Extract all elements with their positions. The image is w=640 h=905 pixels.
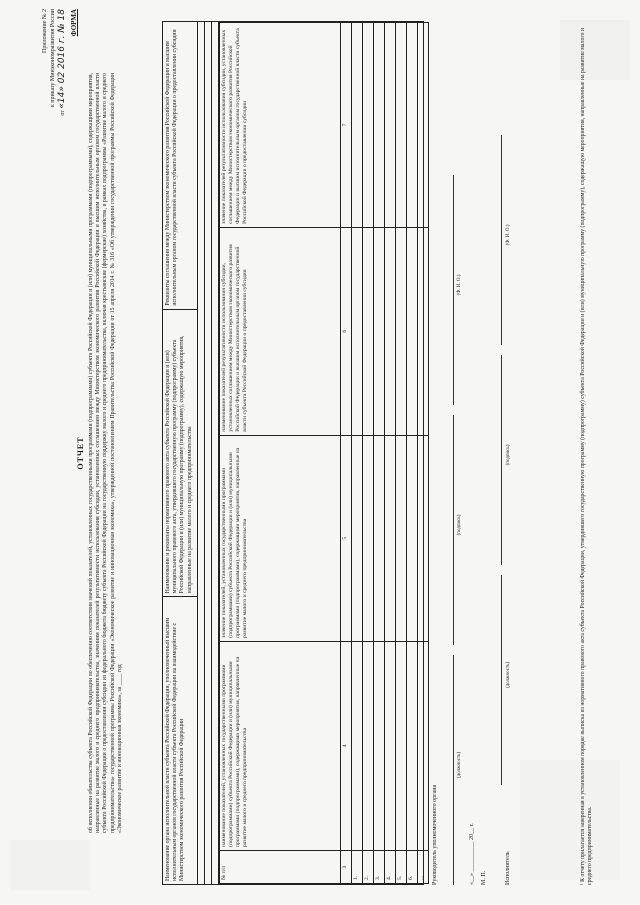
- executor-name-caption: (Ф. И. О.): [505, 224, 511, 245]
- rotated-document: [40, 3, 600, 903]
- report-table-area: [162, 21, 424, 885]
- handwritten-date: «14» 02 2016 г. № 18: [57, 8, 67, 109]
- table-row: [385, 22, 396, 883]
- row-number: 4.: [385, 850, 396, 883]
- row-number: ...: [418, 850, 429, 883]
- table-row: [352, 22, 363, 883]
- signature-caption: (подпись): [457, 514, 462, 535]
- row-number: 5.: [396, 850, 407, 883]
- table-row: [374, 22, 385, 883]
- executor-label: Исполнитель: [504, 850, 511, 885]
- col-header-subsidy-value: значение показателей результативности использования субсидии, установленных соглашением между Министерством экономического развития Российской Федерации и высшим исполнительным органом государственной власти субъекта Российской Федерации о предоставлении субсидии: [220, 22, 341, 227]
- top-col-2: Наименование и реквизиты нормативного правового акта субъекта Российской Федерации и (или) муниципального правового акта, утвердившего государственную программу (подпрограмму) субъекта Российской Федерации и (или) муниципальную программу (подпрограмму), содержащую мероприятия, направленные на развитие малого и среднего предпринимательства: [163, 308, 197, 596]
- head-label: Руководитель уполномоченного органа: [432, 784, 438, 885]
- col-header-program-value: значение показателей, установленных государственными программами (подпрограммами) субъекта Российской Федерации и (или) муниципальными программами (подпрограммами), содержащими мероприятия, направленные на развитие малого и среднего предпринимательства: [220, 435, 341, 641]
- position-caption: (должность): [457, 751, 462, 778]
- col-header-subsidy-indicator: наименование показателей результативности использования субсидии, установленных соглашением между Министерством экономического развития Российской Федерации и высшим исполнительным органом государственной власти субъекта Российской Федерации о предоставлении субсидии: [220, 227, 341, 435]
- top-table: [163, 22, 198, 884]
- footnote: ¹ К отчету прилагается заверенная в установленном порядке выписка из нормативного правового акта субъекта Российской Федерации, утвердившего государственную программу (подпрограмму) субъекта Российской Федерации и (или) муниципальную программу (подпрограмму), содержащую мероприятия, направленные на развитие малого и среднего предпринимательства.: [579, 27, 593, 885]
- table-row: [396, 22, 407, 883]
- executor-line: [498, 21, 512, 885]
- signature-block: [432, 21, 512, 885]
- top-col-3: Реквизиты соглашения между Министерством экономического развития Российской Федерации и высшим исполнительным органом государственной власти субъекта Российской Федерации о предоставлении субсидии: [165, 28, 179, 306]
- report-subtitle: об исполнении обязательства субъекта Российской Федерации по обеспечению соответствия значений показателей, установленных государственными программами (подпрограммами) субъекта Российской Федерации и (или) муниципальными программами (подпрограммами), содержащими мероприятия, направленные на развитие малого и среднего предпринимательства, значениям показателей результативности использования субсидии, установленных соглашением между Министерством экономического развития Российской Федерации и высшим исполнительным органом государственной власти субъекта Российской Федерации о предоставлении субсидии из федерального бюджета бюджету субъекта Российской Федерации на государственную поддержку малого и среднего предпринимательства, включая крестьянские (фермерские) хозяйства, в рамках подпрограммы «Развитие малого и среднего предпринимательства» государственной программы Российской Федерации «Экономическое развитие и инновационная экономика», утвержденной постановлением Правительства Российской Федерации от 15 апреля 2014 г. № 316 «Об утверждении государственной программы Российской Федерации «Экономическое развитие и инновационная экономика», за ____ год: [88, 72, 123, 833]
- date-prefix: от: [60, 109, 66, 116]
- main-table: [219, 22, 429, 884]
- top-col-1: Наименование органа исполнительной власти субъекта Российской Федерации, уполномоченный высшим исполнительным органом государственной власти субъекта Российской Федерации на взаимодействие с Министерством экономического развития Российской Федерации: [163, 596, 197, 884]
- executor-signature-caption: (подпись): [505, 444, 511, 465]
- row-number: 6.: [407, 850, 418, 883]
- row-number: 2.: [363, 850, 374, 883]
- col-header-program-indicator: наименование показателей, установленных государственными программами (подпрограммами) субъекта Российской Федерации и (или) муниципальными программами (подпрограммами), содержащими мероприятия, направленные на развитие малого и среднего предпринимательства: [220, 641, 341, 850]
- appendix-label: Приложение № 2: [42, 8, 48, 53]
- col-header-num: № п/п: [220, 850, 341, 883]
- column-numbers-row: [341, 22, 352, 883]
- row-number: 1.: [352, 850, 363, 883]
- report-title: ОТЧЕТ: [76, 435, 85, 470]
- col-number: 5: [341, 435, 352, 641]
- head-signature-line: [450, 21, 464, 885]
- order-label: к приказу Минэкономразвития России: [49, 8, 56, 107]
- form-label: ФОРМА: [70, 8, 79, 36]
- col-number: 7: [341, 22, 352, 227]
- main-table-header: [220, 22, 341, 883]
- table-row: [363, 22, 374, 883]
- top-table-blank-rows: [198, 22, 219, 884]
- executor-position-caption: (должность): [505, 661, 511, 688]
- table-row: [418, 22, 429, 883]
- date-line: «__» __________ 20__ г.: [469, 822, 476, 885]
- report-title-block: [76, 73, 124, 833]
- col-number: 3: [341, 850, 352, 883]
- col-number: 4: [341, 641, 352, 850]
- header-block: [42, 9, 79, 116]
- name-caption: (Ф. И. О.): [457, 274, 462, 295]
- stamp-mark: М. П.: [480, 870, 487, 885]
- table-row: [407, 22, 418, 883]
- row-number: 3.: [374, 850, 385, 883]
- col-number: 6: [341, 227, 352, 435]
